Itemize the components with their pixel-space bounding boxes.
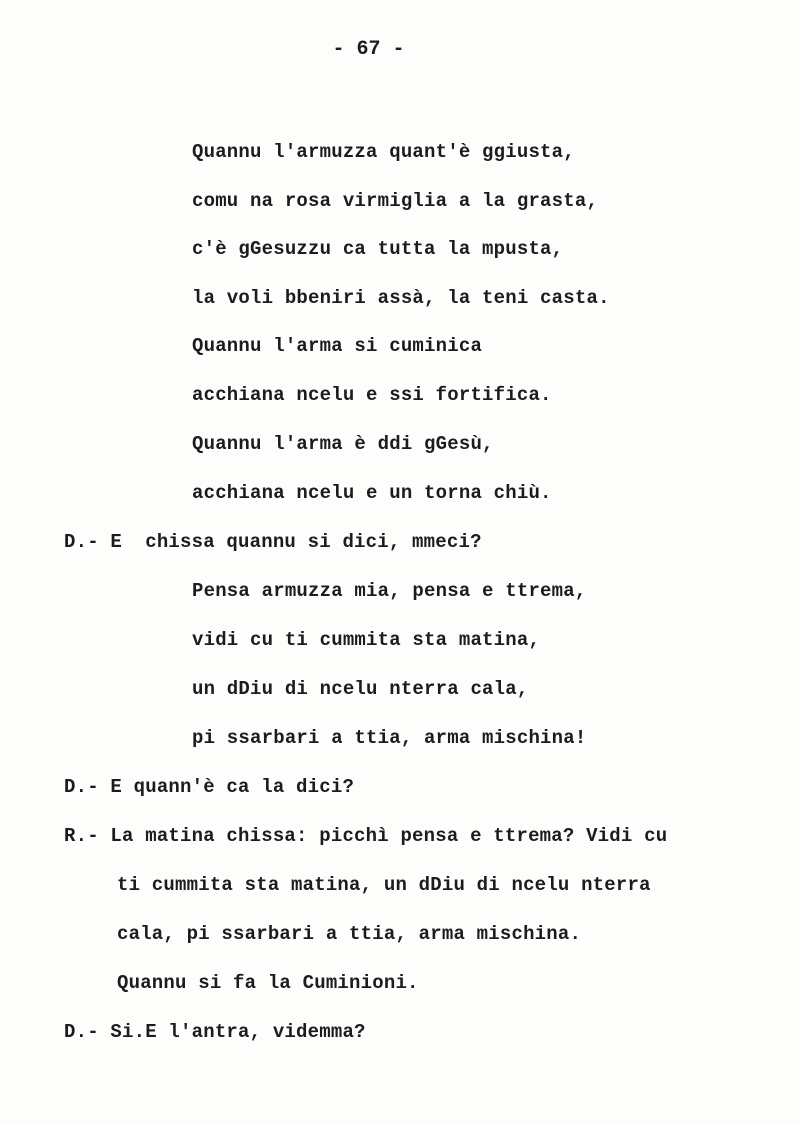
answer-line-4: Quannu si fa la Cuminioni. bbox=[117, 972, 419, 994]
question-line-3: D.- Si.E l'antra, videmma? bbox=[64, 1021, 366, 1043]
verse-line-2: comu na rosa virmiglia a la grasta, bbox=[192, 190, 599, 212]
verse-line-5: Quannu l'arma si cuminica bbox=[192, 335, 483, 357]
verse-line-1: Quannu l'armuzza quant'è ggiusta, bbox=[192, 141, 575, 163]
verse-line-6: acchiana ncelu e ssi fortifica. bbox=[192, 384, 552, 406]
answer-line-3: cala, pi ssarbari a ttia, arma mischina. bbox=[117, 923, 582, 945]
answer-line-2: ti cummita sta matina, un dDiu di ncelu nterra bbox=[117, 874, 651, 896]
verse-line-7: Quannu l'arma è ddi gGesù, bbox=[192, 433, 494, 455]
page-number: - 67 - bbox=[332, 38, 405, 61]
verse-line-9: Pensa armuzza mia, pensa e ttrema, bbox=[192, 580, 587, 602]
question-line-2: D.- E quann'è ca la dici? bbox=[64, 776, 355, 798]
verse-line-12: pi ssarbari a ttia, arma mischina! bbox=[192, 727, 587, 749]
verse-line-8: acchiana ncelu e un torna chiù. bbox=[192, 482, 552, 504]
question-line-1: D.- E chissa quannu si dici, mmeci? bbox=[64, 531, 482, 553]
answer-line-1: R.- La matina chissa: picchì pensa e ttrema? Vidi cu bbox=[64, 825, 668, 847]
verse-line-10: vidi cu ti cummita sta matina, bbox=[192, 629, 541, 651]
verse-line-4: la voli bbeniri assà, la teni casta. bbox=[192, 287, 610, 309]
verse-line-3: c'è gGesuzzu ca tutta la mpusta, bbox=[192, 238, 564, 260]
verse-line-11: un dDiu di ncelu nterra cala, bbox=[192, 678, 529, 700]
